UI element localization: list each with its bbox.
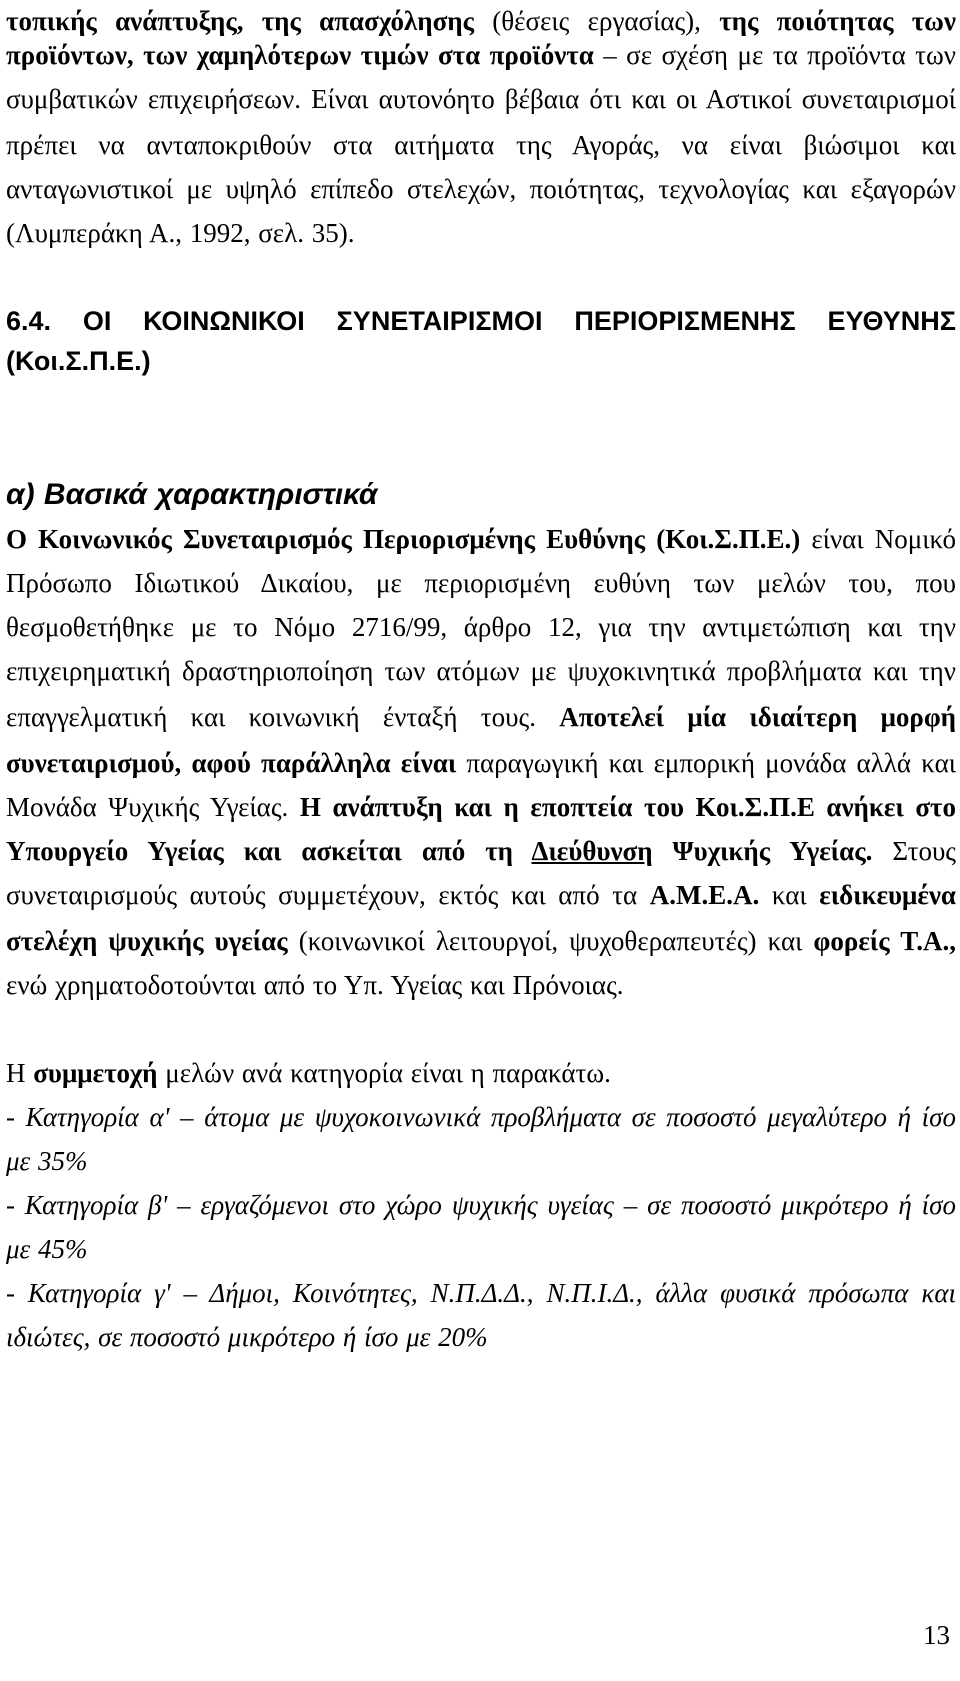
intro-bold-2: της ποιότητας των: [719, 6, 956, 36]
intro-text-2: – σε σχέση με τα προϊόντα των: [593, 40, 956, 70]
p1-line-5: επαγγελματική και κοινωνική ένταξή τους. Αποτελεί μία ιδιαίτερη μορφή: [6, 702, 957, 732]
list-item-1-line-2: με 35%: [6, 1146, 88, 1176]
list-item-1-line-1: - Κατηγορία α' – άτομα με ψυχοκοινωνικά προβλήματα σε ποσοστό μεγαλύτερο ή ίσο: [6, 1102, 956, 1132]
intro-bold-3: προϊόντων, των χαμηλότερων τιμών στα προϊόντα: [6, 40, 594, 70]
p1-line-1: Ο Κοινωνικός Συνεταιρισμός Περιορισμένης Ευθύνης (Κοι.Σ.Π.Ε.) είναι Νομικό: [6, 524, 956, 554]
subsection-title-text: α) Βασικά χαρακτηριστικά: [6, 478, 378, 511]
p1-line-3: θεσμοθετήθηκε με το Νόμο 2716/99, άρθρο 12, για την αντιμετώπιση και την: [6, 612, 956, 642]
p1-line-7: Μονάδα Ψυχικής Υγείας. Η ανάπτυξη και η εποπτεία του Κοι.Σ.Π.Ε ανήκει στο: [6, 792, 956, 822]
intro-line-3: συμβατικών επιχειρήσεων. Είναι αυτονόητο βέβαια ότι και οι Αστικοί συνεταιρισμοί: [6, 84, 956, 114]
list-item-3-line-1: - Κατηγορία γ' – Δήμοι, Κοινότητες, Ν.Π.Δ.Δ., Ν.Π.Ι.Δ., άλλα φυσικά πρόσωπα και: [6, 1278, 956, 1308]
intro-text-1: (θέσεις εργασίας),: [473, 6, 720, 36]
section-heading-line-2: (Κοι.Σ.Π.Ε.): [6, 346, 151, 376]
intro-line-2: [6, 40, 956, 80]
list-item-3-line-2: ιδιώτες, σε ποσοστό μικρότερο ή ίσο με 20%: [6, 1322, 488, 1352]
intro-bold-1: τοπικής ανάπτυξης, της απασχόλησης: [6, 6, 474, 36]
list-item-2-line-2: με 45%: [6, 1234, 88, 1264]
section-heading-line-1: 6.4. ΟΙ ΚΟΙΝΩΝΙΚΟΙ ΣΥΝΕΤΑΙΡΙΣΜΟΙ ΠΕΡΙΟΡΙΣΜΕΝΗΣ ΕΥΘΥΝΗΣ: [6, 306, 956, 336]
p2-line: Η συμμετοχή μελών ανά κατηγορία είναι η παρακάτω.: [6, 1058, 611, 1088]
p1-line-11: ενώ χρηματοδοτούνται από το Υπ. Υγείας και Πρόνοιας.: [6, 970, 624, 1000]
p1-line-10: στελέχη ψυχικής υγείας (κοινωνικοί λειτουργοί, ψυχοθεραπευτές) και φορείς Τ.Α.,: [6, 926, 956, 956]
p1-line-6: συνεταιρισμού, αφού παράλληλα είναι παραγωγική και εμπορική μονάδα αλλά και: [6, 748, 956, 778]
page-number: 13: [923, 1620, 950, 1650]
intro-line-4: πρέπει να ανταποκριθούν στα αιτήματα της Αγοράς, να είναι βιώσιμοι και: [6, 130, 956, 160]
intro-line-6: (Λυμπεράκη Α., 1992, σελ. 35).: [6, 218, 355, 248]
p1-line-8: Υπουργείο Υγείας και ασκείται από τη Διεύθυνση Ψυχικής Υγείας. Στους: [6, 836, 957, 866]
p1-line-2: Πρόσωπο Ιδιωτικού Δικαίου, με περιορισμένη ευθύνη των μελών του, που: [6, 568, 956, 598]
p1-line-4: επιχειρηματική δραστηριοποίηση των ατόμων με ψυχοκινητικά προβλήματα και την: [6, 656, 956, 686]
intro-line-5: ανταγωνιστικοί με υψηλό επίπεδο στελεχών, ποιότητας, τεχνολογίας και εξαγορών: [6, 174, 956, 204]
p1-line-9: συνεταιρισμούς αυτούς συμμετέχουν, εκτός και από τα Α.Μ.Ε.Α. και ειδικευμένα: [6, 880, 956, 910]
list-item-2-line-1: - Κατηγορία β' – εργαζόμενοι στο χώρο ψυχικής υγείας – σε ποσοστό μικρότερο ή ίσο: [6, 1190, 956, 1220]
